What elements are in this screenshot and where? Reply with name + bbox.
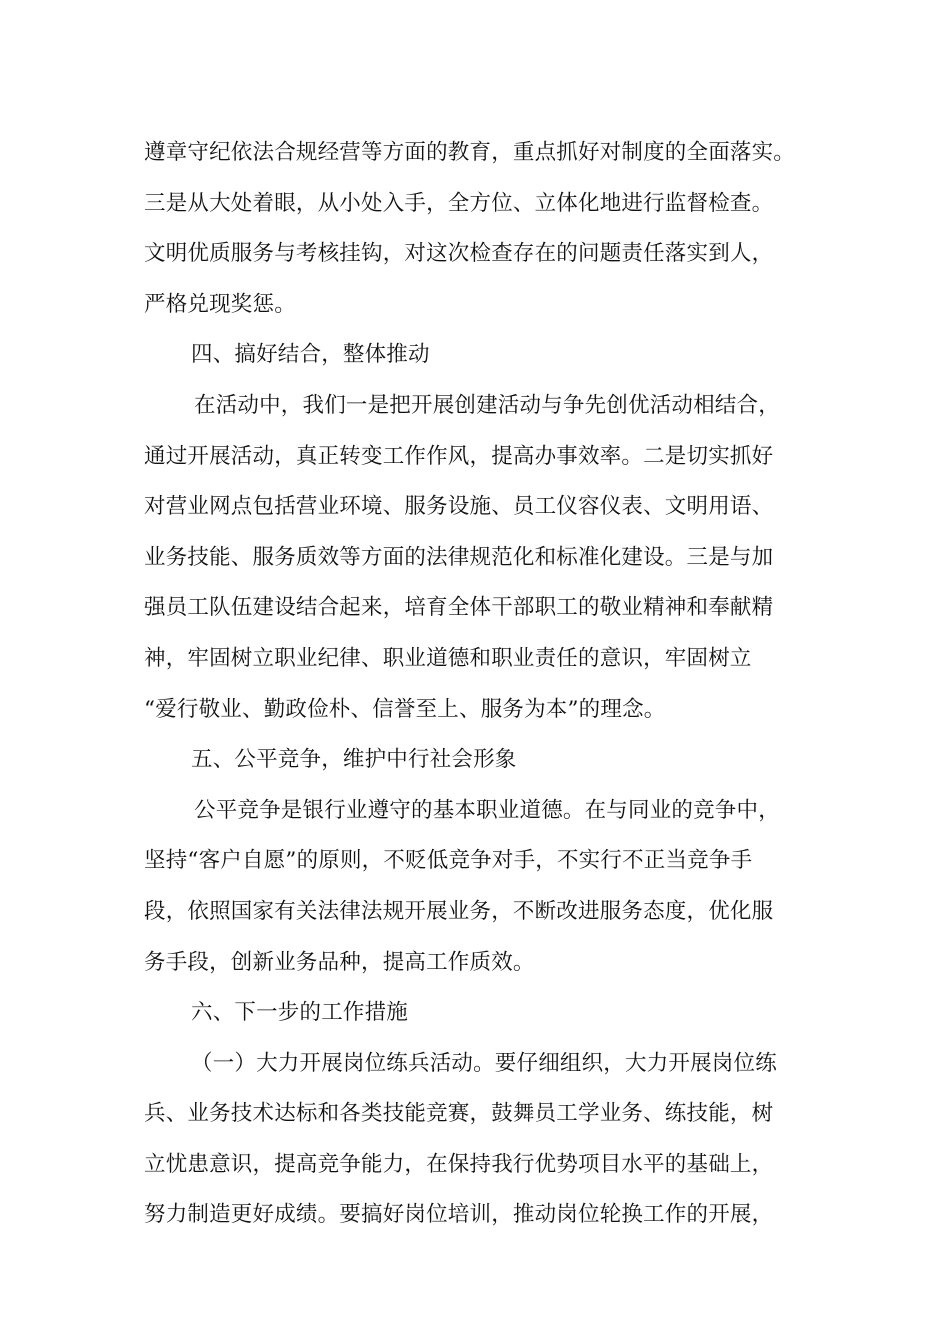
text-line: 通过开展活动，真正转变工作作风，提高办事效率。二是切实抓好: [144, 443, 774, 469]
text-line: 立忧患意识，提高竞争能力，在保持我行优势项目水平的基础上，: [144, 1151, 774, 1177]
text-line: 务手段，创新业务品种，提高工作质效。: [144, 949, 535, 975]
text-line: “爱行敬业、勤政俭朴、信誉至上、服务为本”的理念。: [144, 696, 666, 722]
text-line: 业务技能、服务质效等方面的法律规范化和标准化建设。三是与加: [144, 544, 774, 570]
text-line: 严格兑现奖惩。: [144, 291, 296, 317]
section-heading: 四、搞好结合，整体推动: [191, 342, 430, 368]
text-line: 神，牢固树立职业纪律、职业道德和职业责任的意识，牢固树立: [144, 645, 752, 671]
document-body: [144, 128, 830, 1241]
subsection-heading: （一）大力开展岗位练兵活动。要仔细组织，大力开展岗位练: [191, 1050, 777, 1076]
section-heading: 五、公平竞争，维护中行社会形象: [191, 747, 517, 773]
text-line: 段，依照国家有关法律法规开展业务，不断改进服务态度，优化服: [144, 898, 774, 924]
paragraph-first-line: 在活动中，我们一是把开展创建活动与争先创优活动相结合，: [194, 392, 780, 418]
text-line: 遵章守纪依法合规经营等方面的教育，重点抓好对制度的全面落实。: [144, 140, 796, 165]
paragraph-first-line: 公平竞争是银行业遵守的基本职业道德。在与同业的竞争中，: [194, 797, 780, 823]
text-line: 努力制造更好成绩。要搞好岗位培训，推动岗位轮换工作的开展，: [144, 1202, 774, 1228]
text-line: 三是从大处着眼，从小处入手，全方位、立体化地进行监督检查。: [144, 190, 774, 216]
text-line: 坚持“客户自愿”的原则，不贬低竞争对手，不实行不正当竞争手: [144, 848, 753, 874]
text-line: 兵、业务技术达标和各类技能竞赛，鼓舞员工学业务、练技能，树: [144, 1101, 774, 1127]
text-line: 文明优质服务与考核挂钩，对这次检查存在的问题责任落实到人，: [144, 241, 774, 267]
text-line: 对营业网点包括营业环境、服务设施、员工仪容仪表、文明用语、: [144, 494, 774, 520]
section-heading: 六、下一步的工作措施: [191, 1000, 409, 1026]
text-line: 强员工队伍建设结合起来，培育全体干部职工的敬业精神和奉献精: [144, 595, 774, 621]
